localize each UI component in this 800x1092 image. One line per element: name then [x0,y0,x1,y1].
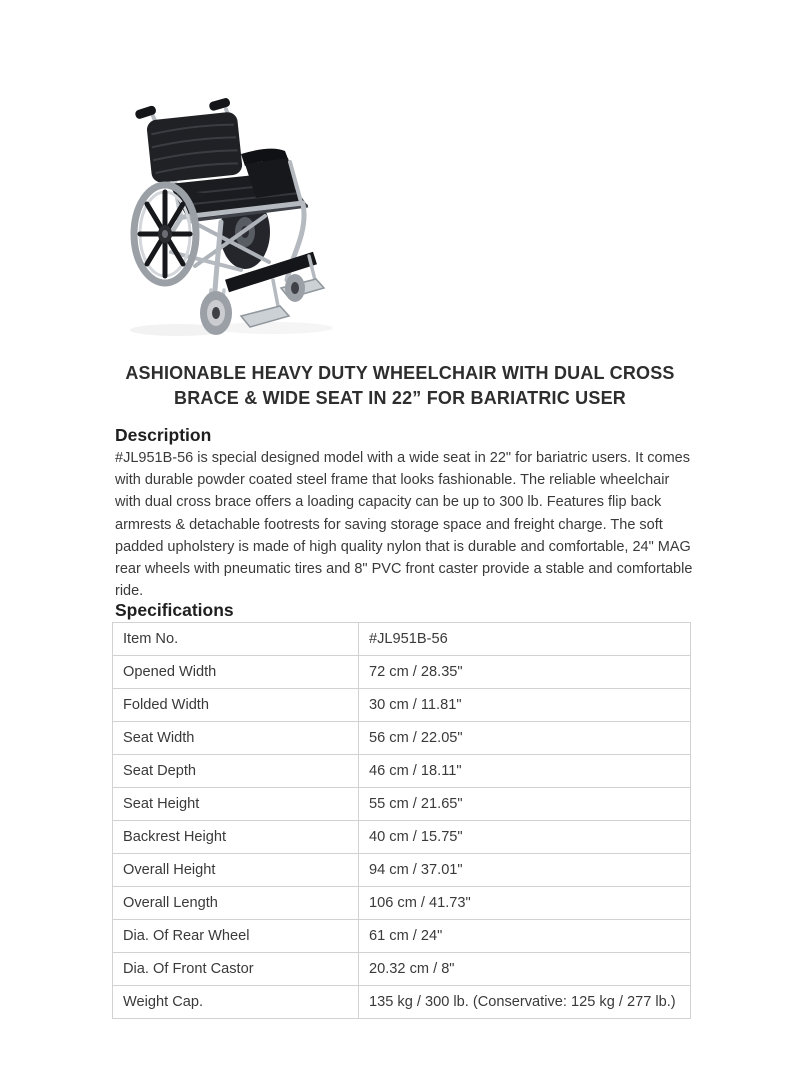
spec-label: Overall Height [113,854,359,887]
table-row [113,755,691,788]
spec-label: Folded Width [113,689,359,722]
spec-value: 106 cm / 41.73" [359,887,691,920]
spec-label: Overall Length [113,887,359,920]
table-row [113,986,691,1019]
spec-label: Item No. [113,623,359,656]
page-title [0,361,800,411]
product-image [123,92,345,340]
spec-value: 56 cm / 22.05" [359,722,691,755]
wheelchair-illustration [123,92,345,340]
spec-label: Opened Width [113,656,359,689]
table-row [113,887,691,920]
spec-value: 72 cm / 28.35" [359,656,691,689]
table-row [113,722,691,755]
spec-label: Dia. Of Rear Wheel [113,920,359,953]
spec-value: 20.32 cm / 8" [359,953,691,986]
page-title-line2: BRACE & WIDE SEAT IN 22” FOR BARIATRIC USER [174,388,626,408]
spec-label: Seat Depth [113,755,359,788]
specifications-table [112,622,691,1019]
table-row [113,953,691,986]
spec-label: Seat Height [113,788,359,821]
spec-label: Backrest Height [113,821,359,854]
spec-value: 30 cm / 11.81" [359,689,691,722]
spec-value: 61 cm / 24" [359,920,691,953]
table-row [113,854,691,887]
table-row [113,821,691,854]
specifications-heading: Specifications [115,600,234,620]
page-title-line1: ASHIONABLE HEAVY DUTY WHEELCHAIR WITH DUAL CROSS [125,363,675,383]
table-row [113,656,691,689]
spec-value: 55 cm / 21.65" [359,788,691,821]
spec-label: Dia. Of Front Castor [113,953,359,986]
table-row [113,689,691,722]
spec-value: 46 cm / 18.11" [359,755,691,788]
description-text: #JL951B-56 is special designed model with a wide seat in 22" for bariatric users. It comes with durable powder coated steel frame that looks fashionable. The reliable wheelchair with dual cross brace offers a loading capacity can be up to 300 lb. Features flip back armrests & detachable footrests for saving storage space and freight charge. The soft padded upholstery is made of high quality nylon that is durable and comfortable, 24" MAG rear wheels with pneumatic tires and 8" PVC front caster provide a stable and comfortable ride. [115,450,693,600]
table-row [113,623,691,656]
spec-value: 40 cm / 15.75" [359,821,691,854]
spec-label: Seat Width [113,722,359,755]
description-heading: Description [115,425,212,445]
spec-value: #JL951B-56 [359,623,691,656]
table-row [113,920,691,953]
table-row [113,788,691,821]
spec-value: 94 cm / 37.01" [359,854,691,887]
spec-value: 135 kg / 300 lb. (Conservative: 125 kg / 277 lb.) [359,986,691,1019]
spec-label: Weight Cap. [113,986,359,1019]
